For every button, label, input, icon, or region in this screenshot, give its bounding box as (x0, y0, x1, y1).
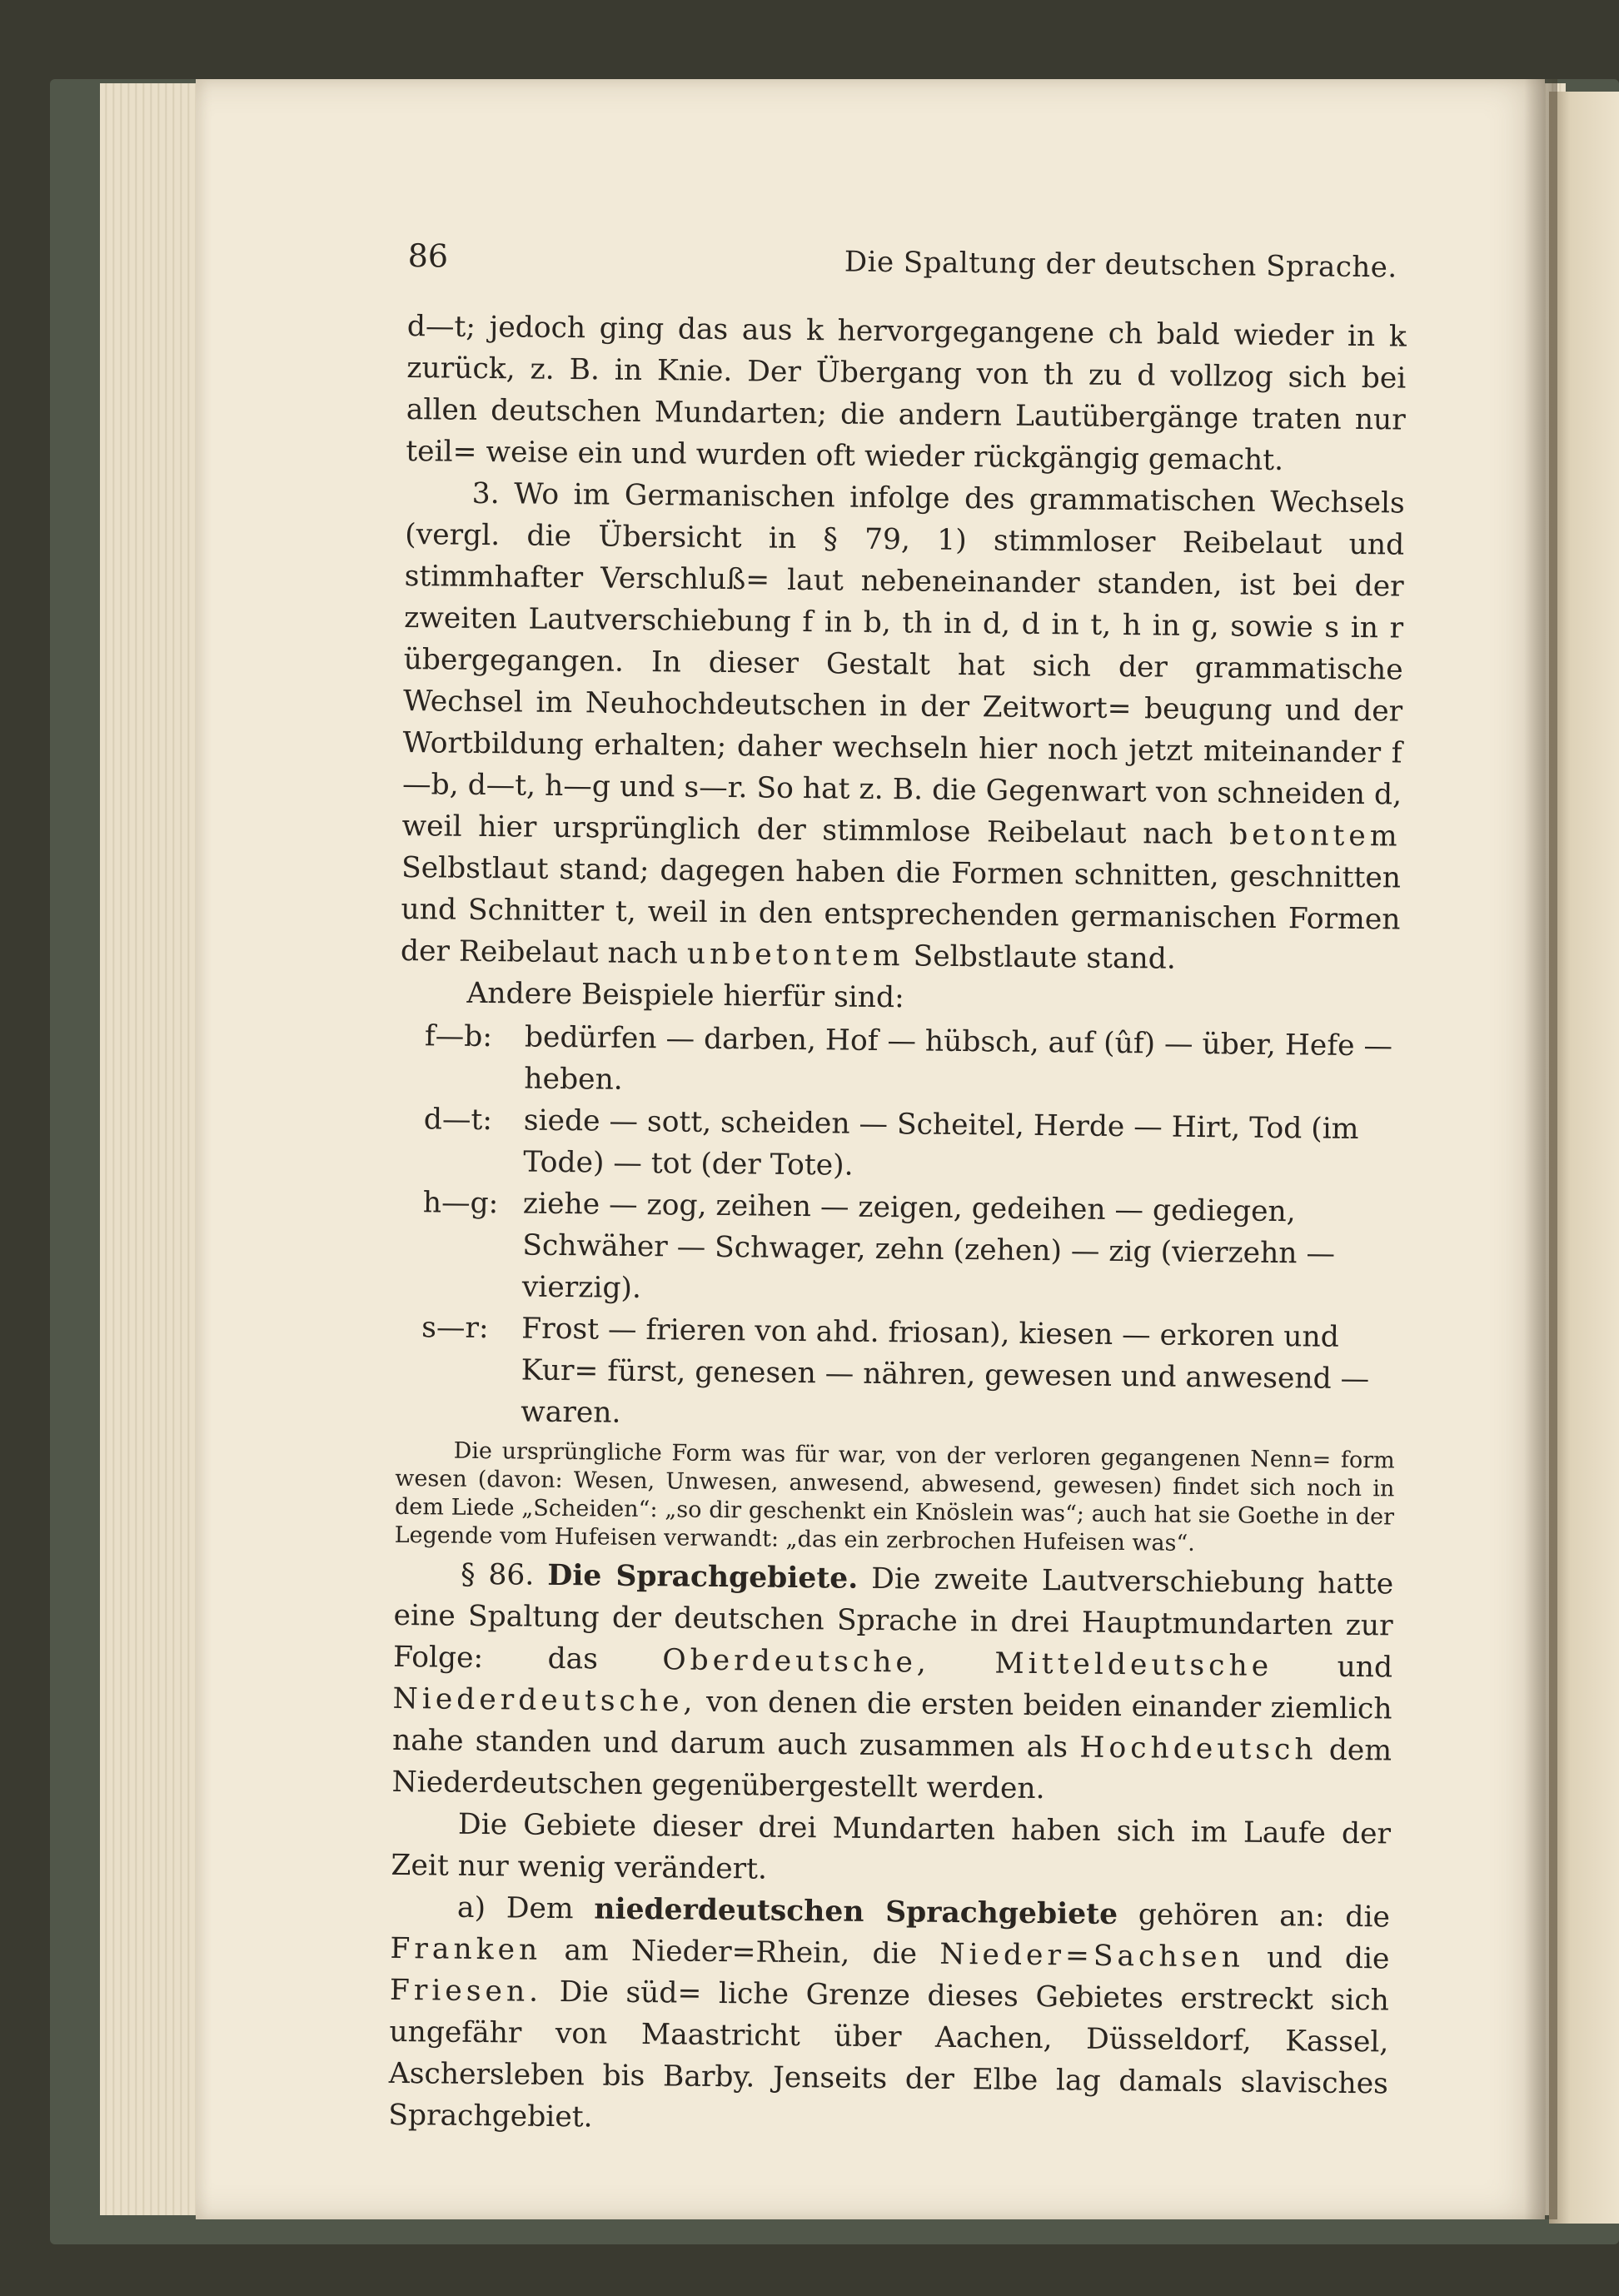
paragraph-2 (401, 472, 1405, 983)
facing-page-edge (1549, 92, 1619, 2224)
para2-spaced-betontem: betontem (1228, 818, 1402, 854)
page-number: 86 (407, 237, 449, 275)
example-list (421, 1015, 1399, 1442)
term-friesen: Friesen. (389, 1973, 543, 2009)
term-nieder-sachsen: Nieder=Sachsen (939, 1937, 1245, 1975)
page-gutter-shadow (1524, 79, 1557, 2219)
para2-mid: Selbstlaut stand; dagegen haben die Formen schnitten, geschnitten und Schnitter t, weil in den entsprechenden germanischen Formen der Reibelaut nach (400, 850, 1402, 971)
example-row (423, 1098, 1398, 1192)
section-text: und (1337, 1650, 1393, 1685)
example-key: h—g: (422, 1186, 499, 1221)
para-a-text: und die (1266, 1940, 1390, 1976)
para-a-prefix: a) Dem (456, 1890, 574, 1926)
page-content (388, 237, 1407, 2146)
term-franken: Franken (390, 1931, 542, 1967)
paragraph-gebiete: Die Gebiete dieser drei Mundarten haben sich im Laufe der Zeit nur wenig verändert. (391, 1807, 1392, 1886)
paragraph-1: d—t; jedoch ging das aus k hervorgegangene ch bald wieder in k zurück, z. B. in Knie. Der Übergang von th zu d vollzog sich bei allen deutschen Mundarten; die andern Lautübergänge traten nur teil= weise ein und wurden oft wieder rückgängig gemacht. (406, 309, 1407, 478)
section-heading: Die Sprachgebiete. (547, 1558, 859, 1596)
example-row (421, 1307, 1397, 1442)
para2-end: Selbstlaute stand. (913, 939, 1177, 976)
para-a-text: gehören an: die (1138, 1898, 1391, 1935)
term-oberdeutsche: Oberdeutsche, (662, 1643, 931, 1680)
para-a-text: Die süd= liche Grenze dieses Gebietes erstreckt sich ungefähr von Maastricht über Aachen, Düsseldorf, Kassel, Aschersleben bis Barby. Jenseits der Elbe lag damals slavisches Sprachgebiet. (388, 1975, 1390, 2134)
para2-spaced-unbetontem: unbetontem (686, 937, 904, 974)
example-key: s—r: (421, 1311, 489, 1346)
term-hochdeutsch: Hochdeutsch (1079, 1731, 1318, 1767)
example-text: Frost — frieren von ahd. friosan), kiesen — erkoren und Kur= fürst, genesen — nähren, gewesen und anwesend — waren. (521, 1312, 1370, 1430)
footnote: Die ursprüngliche Form was für war, von der verloren gegangenen Nenn= form wesen (davon: Wesen, Unwesen, anwesend, abwesend, gewesen) findet sich noch in dem Liede „Scheiden“: „so dir geschenkt ein Knöslein was“; auch hat sie Goethe in der Legende vom Hufeisen verwandt: „das ein zerbrochen Hufeisen was“. (394, 1437, 1395, 1556)
para-a-text: am Nieder=Rhein, die (564, 1934, 918, 1971)
section-text: dem Niederdeutschen gegenübergestellt werden. (391, 1733, 1392, 1806)
example-key: f—b: (424, 1019, 493, 1054)
term-niederdeutsche: Niederdeutsche, (392, 1681, 697, 1719)
paragraph-3: Andere Beispiele hierfür sind: (466, 976, 904, 1015)
running-title: Die Spaltung der deutschen Sprache. (844, 245, 1397, 285)
term-mitteldeutsche: Mitteldeutsche (994, 1646, 1273, 1683)
section-number: § 86. (460, 1557, 535, 1592)
paragraph-a (388, 1886, 1390, 2147)
example-text: siede — sott, scheiden — Scheitel, Herde — Hirt, Tod (im Tode) — tot (der Tote). (523, 1103, 1359, 1183)
example-row (422, 1182, 1398, 1317)
example-text: bedürfen — darben, Hof — hübsch, auf (ûf) — über, Hefe — heben. (524, 1020, 1393, 1097)
para2-text: 3. Wo im Germanischen infolge des grammatischen Wechsels (vergl. die Übersicht in § 79, 1) stimmloser Reibelaut und stimmhafter Verschluß= laut nebeneinander standen, ist bei der zweiten Lautverschiebung f in b, th in d, d in t, h in g, sowie s in r übergegangen. In dieser Gestalt hat sich der grammatische Wechsel im Neuhochdeutschen in der Zeitwort= beugung und der Wortbildung erhalten; daher wechseln hier noch jetzt miteinander f—b, d—t, h—g und s—r. So hat z. B. die Gegenwart von schneiden d, weil hier ursprünglich der stimmlose Reibelaut nach (401, 476, 1405, 852)
example-key: d—t: (423, 1103, 493, 1138)
section-text: Die zweite Lautverschiebung hatte eine Spaltung der deutschen Sprache in drei Hauptmundarten zur Folge: das (392, 1561, 1394, 1676)
section-86-paragraph (391, 1553, 1393, 1814)
para-a-bold: niederdeutschen Sprachgebiete (594, 1892, 1118, 1932)
example-row (424, 1015, 1399, 1108)
section-text: von denen die ersten beiden einander ziemlich nahe standen und darum auch zusammen als (391, 1685, 1392, 1765)
example-text: ziehe — zog, zeihen — zeigen, gedeihen — gediegen, Schwäher — Schwager, zehn (zehen) — zig (vierzehn — vierzig). (521, 1187, 1336, 1305)
